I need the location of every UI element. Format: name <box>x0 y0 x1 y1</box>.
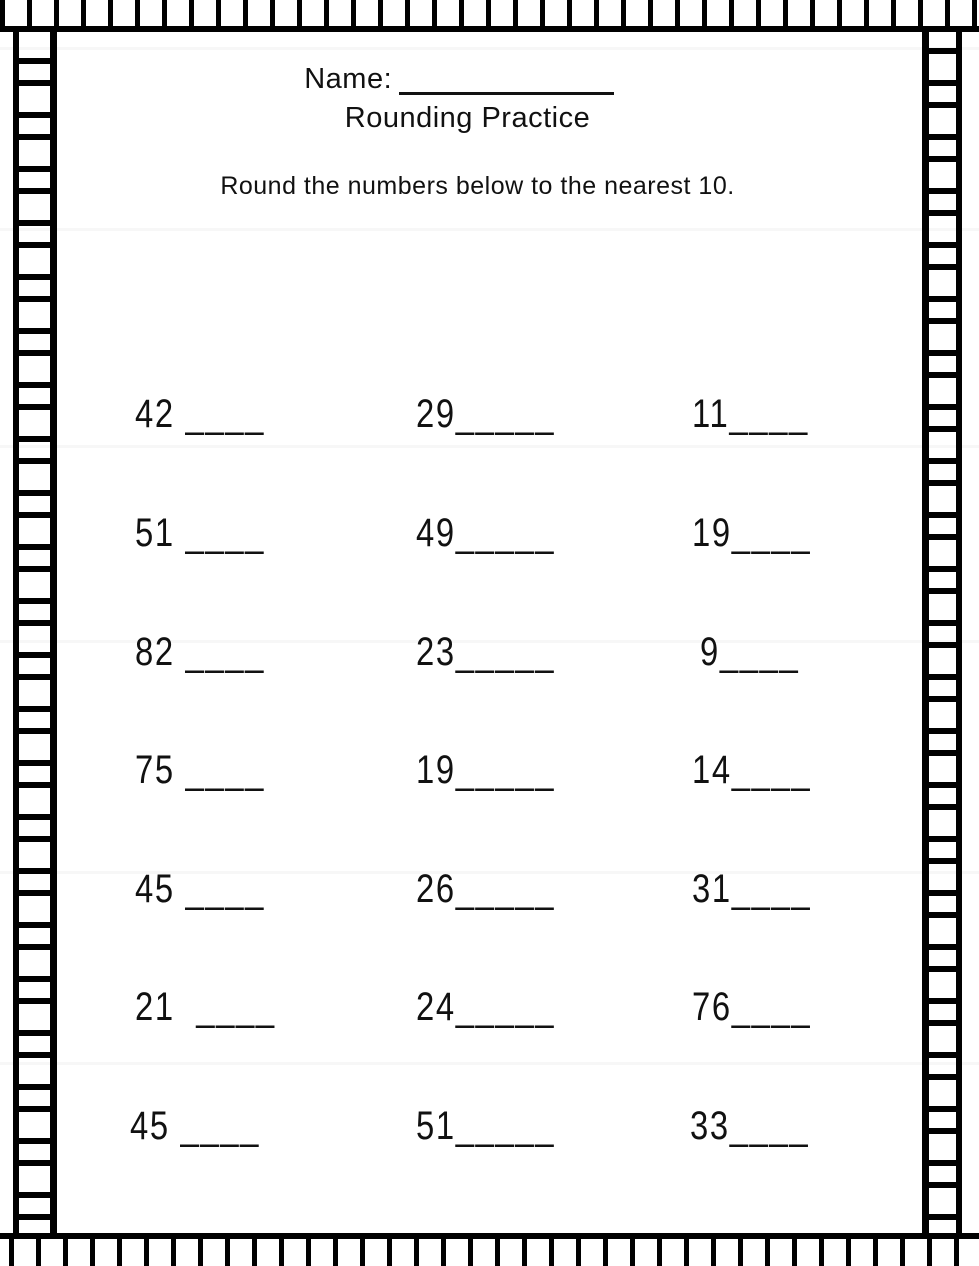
answer-blank: ____ <box>174 867 266 911</box>
problem-cell <box>135 392 265 436</box>
problem-cell <box>135 985 276 1029</box>
problem-number: 31 <box>692 867 732 911</box>
answer-blank: ____ <box>174 392 266 436</box>
problem-cell <box>690 1104 809 1148</box>
name-label: Name: <box>304 63 393 95</box>
answer-blank: ____ <box>174 511 266 555</box>
problem-cell <box>416 867 555 911</box>
problem-cell <box>692 511 811 555</box>
problem-row <box>0 511 979 571</box>
answer-blank: _____ <box>455 511 556 555</box>
problem-number: 26 <box>416 867 456 911</box>
answer-blank: ____ <box>731 748 812 792</box>
problem-number: 19 <box>416 748 456 792</box>
scan-artifact <box>0 1062 979 1065</box>
problem-number: 75 <box>135 748 175 792</box>
answer-blank: ____ <box>731 511 812 555</box>
problem-number: 45 <box>130 1104 170 1148</box>
decorative-border-top <box>0 0 979 32</box>
answer-blank: ____ <box>731 985 812 1029</box>
problem-cell <box>135 511 265 555</box>
problem-row <box>0 630 979 690</box>
problem-number: 29 <box>416 392 456 436</box>
problem-cell <box>416 511 555 555</box>
problem-number: 19 <box>692 511 732 555</box>
problem-number: 33 <box>690 1104 730 1148</box>
answer-blank: ____ <box>729 1104 810 1148</box>
problem-row <box>0 392 979 452</box>
problem-cell <box>135 748 265 792</box>
problem-number: 76 <box>692 985 732 1029</box>
answer-blank: _____ <box>455 985 556 1029</box>
problem-cell <box>700 630 799 674</box>
problem-row <box>0 1104 979 1164</box>
answer-blank: ____ <box>174 985 276 1029</box>
problem-cell <box>692 985 811 1029</box>
scan-artifact <box>0 228 979 231</box>
problem-number: 21 <box>135 985 175 1029</box>
problem-cell <box>692 392 809 436</box>
problem-row <box>0 867 979 927</box>
answer-blank: ____ <box>174 630 266 674</box>
answer-blank: ____ <box>169 1104 261 1148</box>
problem-cell <box>416 1104 555 1148</box>
problem-cell <box>130 1104 260 1148</box>
problem-number: 11 <box>692 392 730 436</box>
problem-number: 51 <box>135 511 175 555</box>
problem-cell <box>416 630 555 674</box>
problem-cell <box>692 867 811 911</box>
problem-number: 14 <box>692 748 732 792</box>
answer-blank: _____ <box>455 748 556 792</box>
problem-number: 9 <box>700 630 720 674</box>
problem-number: 45 <box>135 867 175 911</box>
problem-number: 24 <box>416 985 456 1029</box>
problem-number: 42 <box>135 392 175 436</box>
decorative-border-bottom <box>0 1233 979 1266</box>
problem-number: 23 <box>416 630 456 674</box>
problem-row <box>0 985 979 1045</box>
answer-blank: ____ <box>719 630 800 674</box>
problem-number: 82 <box>135 630 175 674</box>
problem-cell <box>135 630 265 674</box>
problem-cell <box>135 867 265 911</box>
problem-cell <box>416 748 555 792</box>
answer-blank: ____ <box>731 867 812 911</box>
answer-blank: ____ <box>174 748 266 792</box>
answer-blank: _____ <box>455 1104 556 1148</box>
answer-blank: _____ <box>455 392 556 436</box>
answer-blank: ____ <box>729 392 809 436</box>
problem-row <box>0 748 979 808</box>
problem-cell <box>416 985 555 1029</box>
problem-cell <box>692 748 811 792</box>
answer-blank: _____ <box>455 630 556 674</box>
name-blank-line <box>399 64 614 95</box>
problem-cell <box>416 392 555 436</box>
worksheet-instruction: Round the numbers below to the nearest 10. <box>220 172 735 200</box>
problem-number: 51 <box>416 1104 456 1148</box>
answer-blank: _____ <box>455 867 556 911</box>
worksheet-title: Rounding Practice <box>344 102 591 134</box>
problem-number: 49 <box>416 511 456 555</box>
